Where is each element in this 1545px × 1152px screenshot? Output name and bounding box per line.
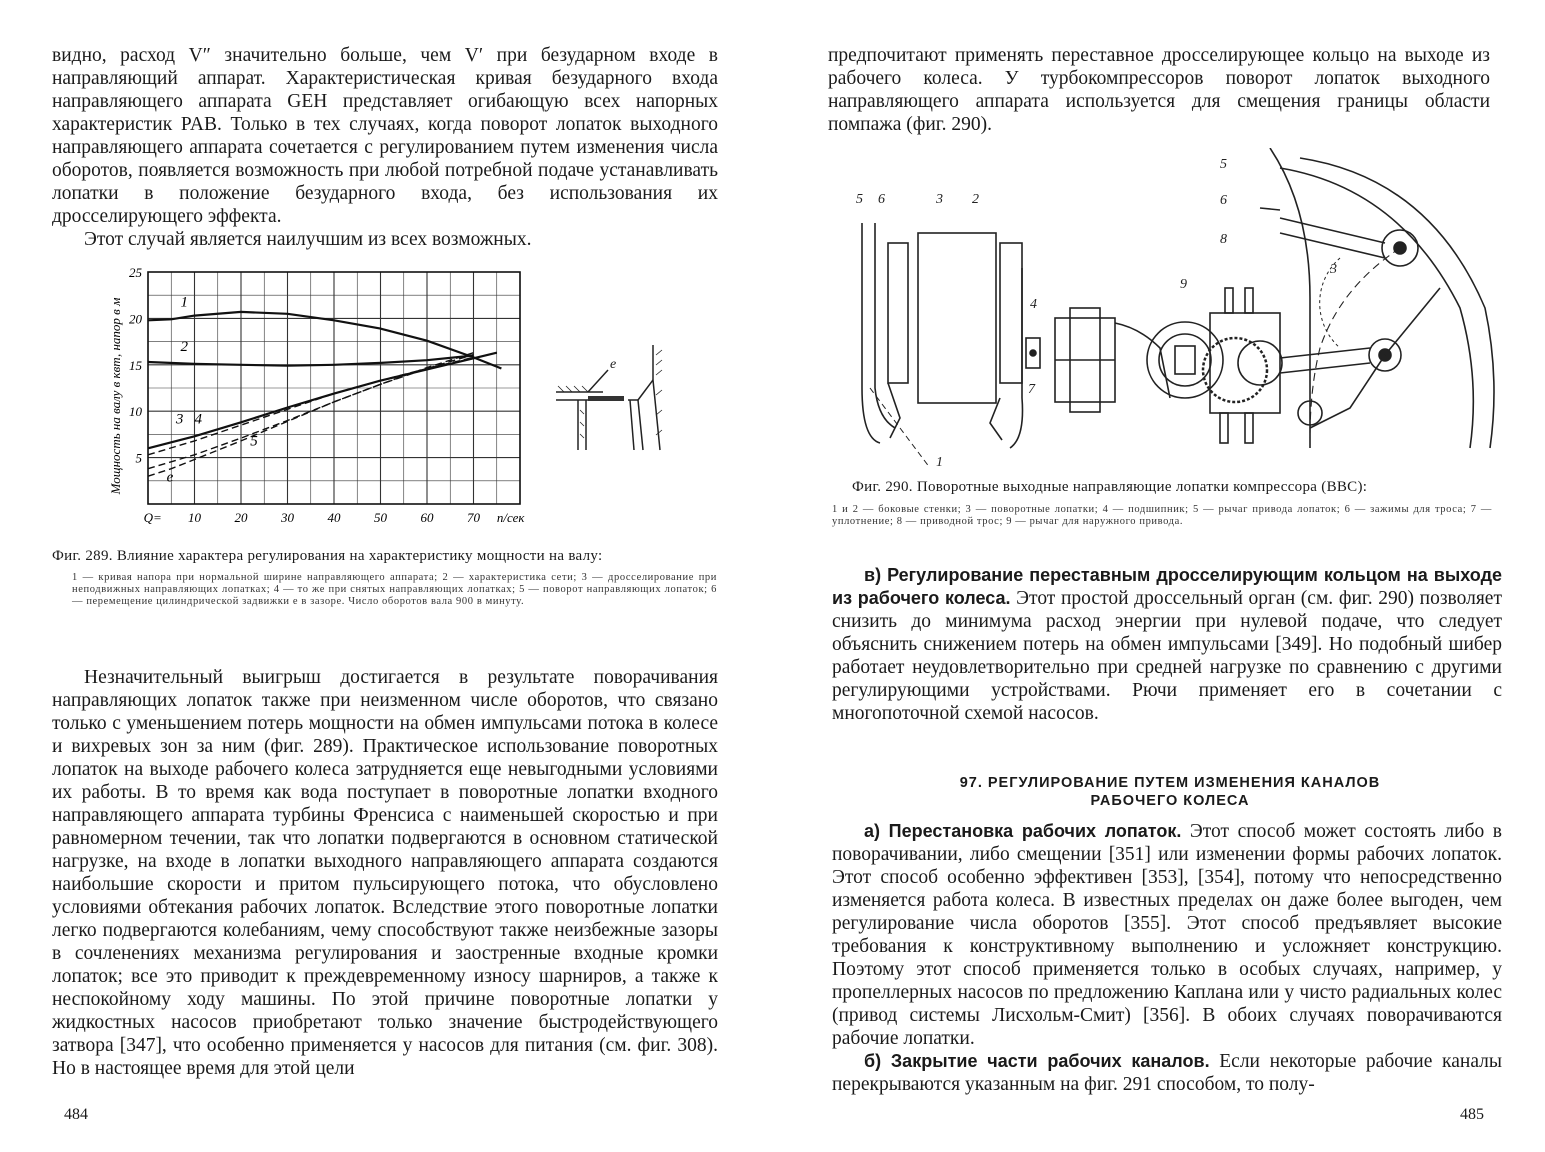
x-tick-label: 30 (281, 510, 294, 525)
fig290-title: Фиг. 290. Поворотные выходные направляющие лопатки компрессора (ВВС): (852, 479, 1368, 495)
fig290-label-4: 4 (1030, 297, 1037, 312)
x-tick-label: 50 (374, 510, 387, 525)
fig290-label-3: 3 (936, 192, 943, 207)
left-page (0, 0, 760, 1152)
fig290-label-5b: 5 (1220, 157, 1227, 172)
y-axis-label: Мощность на валу в квт, напор в м (108, 297, 123, 495)
x-tick-label: 70 (467, 510, 480, 525)
fig290-label-9: 9 (1180, 277, 1187, 292)
x-tick-label: 40 (327, 510, 341, 525)
fig289-inset-sketch (548, 340, 678, 460)
page-number-left: 484 (64, 1106, 88, 1123)
y-tick-label: 5 (135, 450, 142, 466)
section-v-heading: в) Регулирование переставным дросселирующим кольцом на выходе из рабочего колеса. (832, 565, 1502, 608)
curve-label-3: 3 (175, 411, 184, 428)
fig290-label-7: 7 (1028, 382, 1035, 397)
section-a-heading: а) Перестановка рабочих лопаток. (864, 821, 1182, 841)
left-paragraph-1: видно, расход V″ значительно больше, чем V′ при безударном входе в направляющий аппарат. Характеристическая кривая безударного входа направляющего аппарата GEH представляет огибающую всех напорных характеристик PAB. Только в тех случаях, когда поворот лопаток выходного направляющего аппарата сочетается с регулированием путем изменения числа оборотов, появляется возможность при любой потребной подаче устанавливать лопатки в положение безударного входа, без использования их дросселирующего эффекта. (52, 45, 718, 227)
y-tick-label: 10 (129, 404, 142, 420)
curve-label-e: e (166, 469, 174, 486)
x-tick-label: 10 (188, 510, 201, 525)
inset-label-e: e (610, 357, 617, 372)
section-a-text: Этот способ может состоять либо в поворачивании, либо смещении [351] или изменении формы рабочих лопаток. Этот способ особенно эффективен [353], [354], потому что непосредственно изменяется работа колеса. В известных пределах он даже более выгоден, чем регулирование числа оборотов [355]. Этот способ предъявляет высокие требования к конструктивному выполнению и усложняет конструкцию. Поэтому этот способ применяется только в особых случаях, например, у пропеллерных насосов по предложению Каплана или у чисто радиальных колес (привод системы Лисхольм-Смит) [356]. В обоих случаях поворачиваются рабочие лопатки. (832, 821, 1502, 1049)
fig290-label-6a: 6 (878, 192, 885, 207)
chapter-heading (880, 774, 1460, 810)
fig290-caption: 1 и 2 — боковые стенки; 3 — поворотные лопатки; 4 — подшипник; 5 — рычаг привода лопаток; 6 — зажимы для троса; 7 — уплотнение; 8 — приводной трос; 9 — рычаг для наружного привода. (832, 504, 1492, 527)
cylindrical-gate (588, 396, 624, 401)
curve-label-5: 5 (250, 433, 258, 450)
fig290-label-1: 1 (936, 455, 943, 468)
fig290-label-5a: 5 (856, 192, 863, 207)
y-tick-label: 15 (129, 357, 142, 373)
fig290-drawing (840, 148, 1500, 468)
x-tick-label: Q= (143, 510, 162, 525)
right-paragraph-1: предпочитают применять переставное дросселирующее кольцо на выходе из рабочего колеса. У турбокомпрессоров поворот лопаток выходного направляющего аппарата используется для смещения границы области помпажа (фиг. 290). (828, 45, 1490, 135)
series-line-3 (148, 353, 497, 449)
section-b-heading: б) Закрытие части рабочих каналов. (864, 1051, 1210, 1071)
y-tick-label: 25 (129, 265, 142, 280)
fig290-label-2: 2 (972, 192, 979, 207)
curve-label-2: 2 (180, 338, 189, 355)
fig290-blade-block (918, 233, 996, 403)
right-page (780, 0, 1545, 1152)
x-unit-label: n/сек (496, 510, 525, 525)
section-b-text: Если некоторые рабочие каналы перекрываются указанным на фиг. 291 способом, то полу- (832, 1051, 1502, 1095)
left-text-top (52, 44, 718, 251)
section-a-b (832, 820, 1502, 1096)
x-tick-label: 20 (234, 510, 248, 525)
page-number-right: 485 (1460, 1106, 1484, 1123)
left-paragraph-2: Этот случай является наилучшим из всех возможных. (84, 229, 532, 250)
section-v-text: Этот простой дроссельный орган (см. фиг. 290) позволяет снизить до минимума расход энергии при нулевой подаче, что следует объяснить снижением потерь на обмен импульсами [349]. Но подобный шибер работает неудовлетворительно при средней нагрузке по сравнению с другими регулирующими устройствами. Рючи применяет его в сочетании с многопоточной схемой насосов. (832, 588, 1502, 724)
curve-label-4: 4 (194, 411, 202, 428)
x-tick-label: 60 (420, 510, 434, 525)
section-v (832, 564, 1502, 725)
y-tick-label: 20 (129, 311, 142, 327)
series-line-1 (148, 312, 501, 369)
fig290-label-6b: 6 (1220, 193, 1227, 208)
curve-label-1: 1 (180, 294, 189, 311)
fig290-label-8: 8 (1220, 232, 1227, 247)
chapter-heading-line-2: РАБОЧЕГО КОЛЕСА (1090, 793, 1250, 809)
left-paragraph-3: Незначительный выигрыш достигается в результате поворачивания направляющих лопаток также при неизменном числе оборотов, что связано только с уменьшением потерь мощности на обмен импульсами потока в колесе и вихревых зон за ним (фиг. 289). Практическое использование поворотных лопаток на выходе рабочего колеса затрудняется еще невыгодными условиями их работы. В то время как вода поступает в поворотные лопатки входного направляющего аппарата турбины Френсиса с наименьшей скоростью и при равномерном течении, так что лопатки подвергаются в основном статической нагрузке, на входе в лопатки выходного направляющего аппарата создаются наибольшие скорости и притом пульсирующего потока, что обусловлено условиями обтекания рабочих лопаток. Вследствие этого поворотные лопатки легко подвергаются колебаниям, чему способствуют также неизбежные зазоры в сочленениях механизма регулирования и заостренные входные кромки лопаток; все это приводит к преждевременному износу шарниров, а также к неспокойному ходу машины. По этой причине поворотные лопатки у жидкостных насосов приобретают только значение быстродействующего затвора [347], что особенно применяется у насосов для питания (см. фиг. 308). Но в настоящее время для этой цели (52, 667, 718, 1079)
fig289-chart (100, 262, 530, 542)
chapter-heading-line-1: 97. РЕГУЛИРОВАНИЕ ПУТЕМ ИЗМЕНЕНИЯ КАНАЛОВ (959, 775, 1381, 791)
left-text-bottom (52, 666, 718, 1080)
fig290-label-3b: 3 (1330, 262, 1337, 277)
right-text-top (828, 44, 1490, 136)
fig289-caption: 1 — кривая напора при нормальной ширине направляющего аппарата; 2 — характеристика сети; 3 — дросселирование при неподвижных направляющих лопатках; 4 — то же при снятых направляющих лопатках; 5 — поворот направляющих лопаток; 6 — перемещение цилиндрической задвижки e в зазоре. Число оборотов вала 900 в минуту. (72, 572, 717, 607)
fig289-title: Фиг. 289. Влияние характера регулирования на характеристику мощности на валу: (52, 548, 603, 564)
